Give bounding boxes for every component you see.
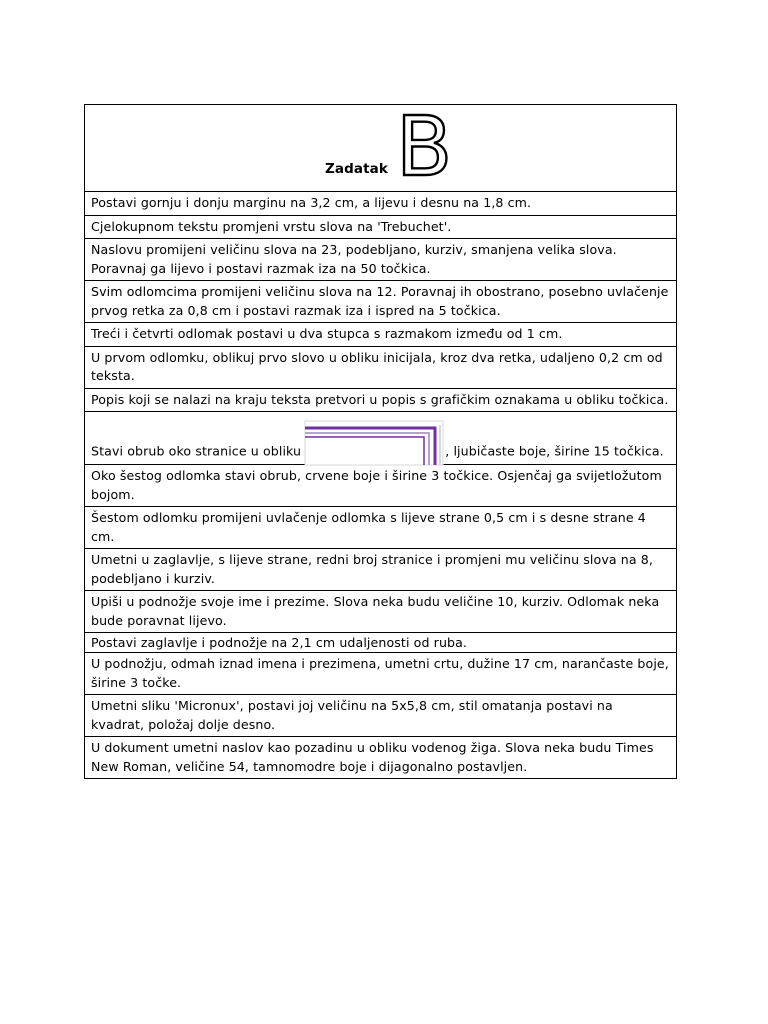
- table-row: [85, 591, 677, 633]
- task-table: [84, 100, 677, 779]
- table-row: [85, 737, 677, 779]
- header-letter-text: B: [396, 100, 453, 195]
- task-text: Treći i četvrti odlomak postavi u dva stupca s razmakom između od 1 cm.: [85, 323, 677, 347]
- task-text: U podnožju, odmah iznad imena i prezimena, umetni crtu, dužine 17 cm, narančaste boje, širine 3 točke.: [85, 653, 677, 695]
- task-text: Cjelokupnom tekstu promjeni vrstu slova na 'Trebuchet'.: [85, 215, 677, 239]
- task-text-border: [85, 412, 677, 465]
- table-row-border-sample: [85, 412, 677, 465]
- table-row: [85, 507, 677, 549]
- task-text: Popis koji se nalazi na kraju teksta pretvori u popis s grafičkim oznakama u obliku točkica.: [85, 388, 677, 412]
- table-row: [85, 465, 677, 507]
- task-text: Umetni sliku 'Micronux', postavi joj veličinu na 5x5,8 cm, stil omatanja postavi na kvadrat, položaj dolje desno.: [85, 695, 677, 737]
- table-row: [85, 215, 677, 239]
- task-text: Postavi zaglavlje i podnožje na 2,1 cm udaljenosti od ruba.: [85, 633, 677, 653]
- table-header-row: [85, 105, 677, 192]
- task-text: Umetni u zaglavlje, s lijeve strane, redni broj stranice i promjeni mu veličinu slova na 8, podebljano i kurziv.: [85, 549, 677, 591]
- table-row: [85, 695, 677, 737]
- table-row: [85, 281, 677, 323]
- task-text: Šestom odlomku promijeni uvlačenje odlomka s lijeve strane 0,5 cm i s desne strane 4 cm.: [85, 507, 677, 549]
- table-row: [85, 239, 677, 281]
- table-row: [85, 633, 677, 653]
- page-border-sample-image: [305, 421, 443, 465]
- table-row: [85, 323, 677, 347]
- task-text: Naslovu promijeni veličinu slova na 23, podebljano, kurziv, smanjena velika slova. Poravnaj ga lijevo i postavi razmak iza na 50 točkica.: [85, 239, 677, 281]
- task-text: U prvom odlomku, oblikuj prvo slovo u obliku inicijala, kroz dva retka, udaljeno 0,2 cm od teksta.: [85, 346, 677, 388]
- table-row: [85, 653, 677, 695]
- table-row: [85, 192, 677, 216]
- table-row: [85, 549, 677, 591]
- task-text-before: Stavi obrub oko stranice u obliku: [91, 443, 306, 459]
- task-text-after: , ljubičaste boje, širine 15 točkica.: [445, 443, 664, 459]
- task-text: U dokument umetni naslov kao pozadinu u obliku vodenog žiga. Slova neka budu Times New Roman, veličine 54, tamnomodre boje i dijagonalno postavljen.: [85, 737, 677, 779]
- header-label: Zadatak: [325, 161, 388, 177]
- task-text: Postavi gornju i donju marginu na 3,2 cm, a lijevu i desnu na 1,8 cm.: [85, 192, 677, 216]
- task-text: Upiši u podnožje svoje ime i prezime. Slova neka budu veličine 10, kurziv. Odlomak neka bude poravnat lijevo.: [85, 591, 677, 633]
- header-cell: [85, 100, 677, 195]
- table-row: [85, 346, 677, 388]
- task-text: Oko šestog odlomka stavi obrub, crvene boje i širine 3 točkice. Osjenčaj ga svijetložutom bojom.: [85, 465, 677, 507]
- task-text: Svim odlomcima promijeni veličinu slova na 12. Poravnaj ih obostrano, posebno uvlačenje prvog retka za 0,8 cm i postavi razmak iza i ispred na 5 točkica.: [85, 281, 677, 323]
- header-letter-b: [396, 100, 453, 195]
- table-row: [85, 388, 677, 412]
